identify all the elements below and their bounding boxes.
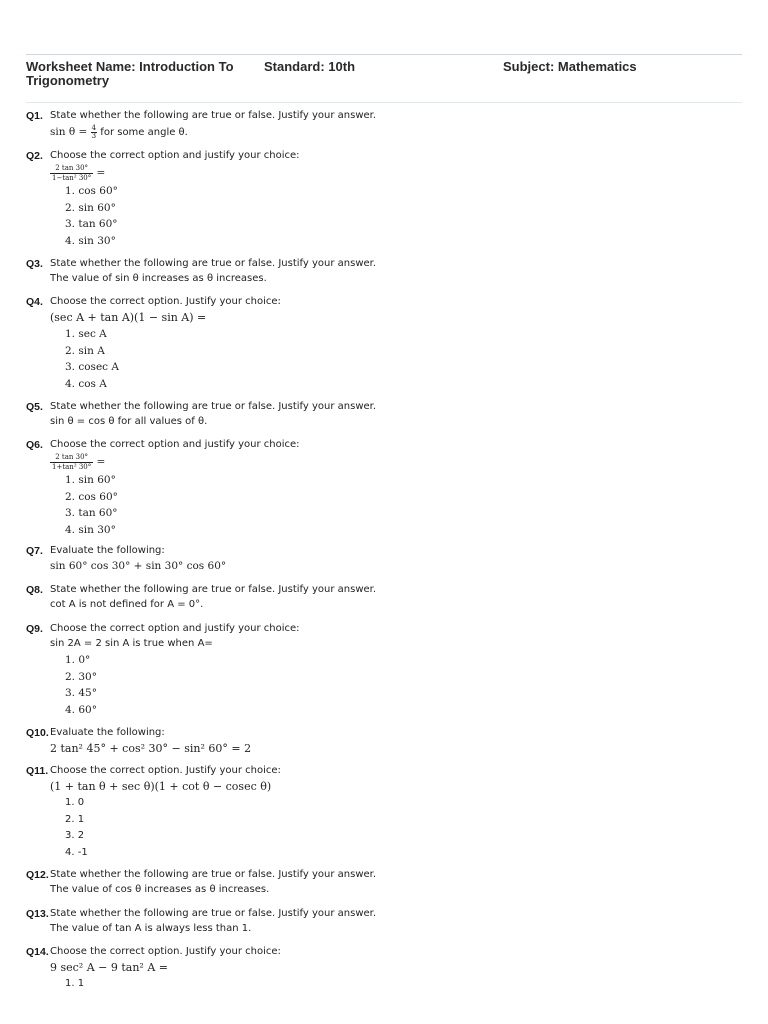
- header-bottom-divider: [26, 102, 742, 103]
- question-8: [26, 583, 726, 613]
- option-item: 4. cos A: [65, 377, 107, 390]
- question-number: Q3.: [26, 258, 43, 270]
- question-14: [26, 945, 726, 993]
- question-prompt: Choose the correct option and justify your choice:: [50, 439, 300, 450]
- option-item: 2. 1: [65, 813, 85, 825]
- question-statement: The value of sin θ increases as θ increases.: [50, 273, 267, 284]
- fraction-denominator: 3: [91, 131, 97, 140]
- fraction-denominator: 1+tan² 30°: [52, 462, 92, 471]
- fraction: [50, 164, 93, 183]
- question-statement: sin 60° cos 30° + sin 30° cos 60°: [50, 560, 227, 572]
- option-item: 1. sin 60°: [65, 474, 116, 486]
- question-statement: (1 + tan θ + sec θ)(1 + cot θ − cosec θ): [50, 780, 272, 793]
- options-list: [65, 652, 765, 718]
- question-prompt: Choose the correct option and justify your choice:: [50, 150, 300, 161]
- option-item: 1. 1: [65, 978, 85, 989]
- subject-label: Subject: Mathematics: [503, 59, 637, 74]
- option-item: 3. 2: [65, 830, 85, 841]
- fraction-denominator: 1−tan² 30°: [52, 173, 92, 182]
- option-item: 4. sin 30°: [65, 234, 116, 247]
- equals-sign: =: [96, 167, 106, 179]
- question-prompt: Choose the correct option. Justify your choice:: [50, 765, 281, 776]
- question-statement: [50, 452, 750, 472]
- question-statement: cot A is not defined for A = 0°.: [50, 599, 204, 610]
- question-statement: 9 sec² A − 9 tan² A =: [50, 961, 168, 974]
- option-item: 3. cosec A: [65, 361, 119, 373]
- question-prompt: State whether the following are true or false. Justify your answer.: [50, 401, 377, 412]
- worksheet-name: Worksheet Name: Introduction To Trigonometry: [26, 59, 234, 88]
- question-statement: 2 tan² 45° + cos² 30° − sin² 60° = 2: [50, 742, 252, 755]
- options-list: [65, 183, 765, 249]
- options-list: [65, 976, 765, 993]
- equals-sign: =: [96, 456, 106, 468]
- question-6: [26, 438, 726, 538]
- question-number: Q2.: [26, 150, 43, 162]
- option-item: 2. 30°: [65, 670, 97, 683]
- question-number: Q13.: [26, 908, 49, 920]
- question-5: [26, 400, 726, 430]
- question-prompt: State whether the following are true or false. Justify your answer.: [50, 584, 377, 595]
- statement-tail: for some angle θ.: [97, 127, 188, 138]
- option-item: 1. 0: [65, 797, 85, 808]
- question-number: Q4.: [26, 296, 43, 308]
- header-top-divider: [26, 54, 742, 55]
- option-item: 1. sec A: [65, 328, 107, 340]
- question-prompt: Choose the correct option and justify your choice:: [50, 623, 300, 634]
- question-prompt: Evaluate the following:: [50, 545, 165, 556]
- question-number: Q6.: [26, 439, 43, 451]
- option-item: 4. sin 30°: [65, 523, 116, 536]
- question-9: [26, 622, 726, 718]
- options-list: [65, 795, 765, 861]
- option-item: 2. cos 60°: [65, 490, 118, 503]
- question-12: [26, 868, 726, 898]
- option-item: 3. 45°: [65, 687, 97, 699]
- option-item: 4. 60°: [65, 703, 97, 716]
- question-number: Q8.: [26, 584, 43, 596]
- fraction-numerator: 4: [91, 123, 97, 132]
- question-statement: [50, 163, 750, 183]
- math-expression: sin θ =: [50, 126, 91, 138]
- question-statement: sin 2A = 2 sin A is true when A=: [50, 638, 213, 649]
- options-list: [65, 472, 765, 538]
- question-number: Q9.: [26, 623, 43, 635]
- question-number: Q1.: [26, 110, 43, 122]
- question-4: [26, 295, 726, 392]
- question-13: [26, 907, 726, 937]
- option-item: 1. cos 60°: [65, 185, 118, 197]
- question-prompt: State whether the following are true or false. Justify your answer.: [50, 258, 377, 269]
- question-prompt: Choose the correct option. Justify your choice:: [50, 296, 281, 307]
- standard-label: Standard: 10th: [264, 59, 356, 74]
- question-prompt: State whether the following are true or false. Justify your answer.: [50, 869, 377, 880]
- question-statement: The value of tan A is always less than 1.: [50, 923, 252, 934]
- question-7: [26, 544, 726, 574]
- question-number: Q7.: [26, 545, 43, 557]
- fraction: [50, 453, 93, 472]
- question-number: Q11.: [26, 765, 49, 777]
- question-statement: (sec A + tan A)(1 − sin A) =: [50, 311, 207, 324]
- question-number: Q12.: [26, 869, 49, 881]
- option-item: 3. tan 60°: [65, 507, 118, 519]
- question-3: [26, 257, 726, 287]
- fraction-numerator: 2 tan 30°: [50, 164, 93, 174]
- fraction-numerator: 2 tan 30°: [50, 453, 93, 463]
- question-prompt: State whether the following are true or false. Justify your answer.: [50, 110, 377, 121]
- question-2: [26, 149, 726, 249]
- question-number: Q10.: [26, 727, 49, 739]
- option-item: 4. -1: [65, 846, 88, 858]
- option-item: 1. 0°: [65, 654, 91, 666]
- option-item: 3. tan 60°: [65, 218, 118, 230]
- question-statement: sin θ = cos θ for all values of θ.: [50, 416, 208, 427]
- question-prompt: Evaluate the following:: [50, 727, 165, 738]
- question-number: Q14.: [26, 946, 49, 958]
- question-10: [26, 726, 726, 757]
- question-11: [26, 764, 726, 861]
- question-number: Q5.: [26, 401, 43, 413]
- option-item: 2. sin 60°: [65, 201, 116, 214]
- question-statement: [50, 123, 750, 141]
- option-item: 2. sin A: [65, 344, 105, 357]
- question-statement: The value of cos θ increases as θ increases.: [50, 884, 270, 895]
- question-prompt: State whether the following are true or false. Justify your answer.: [50, 908, 377, 919]
- question-1: [26, 109, 726, 141]
- question-prompt: Choose the correct option. Justify your choice:: [50, 946, 281, 957]
- options-list: [65, 326, 765, 392]
